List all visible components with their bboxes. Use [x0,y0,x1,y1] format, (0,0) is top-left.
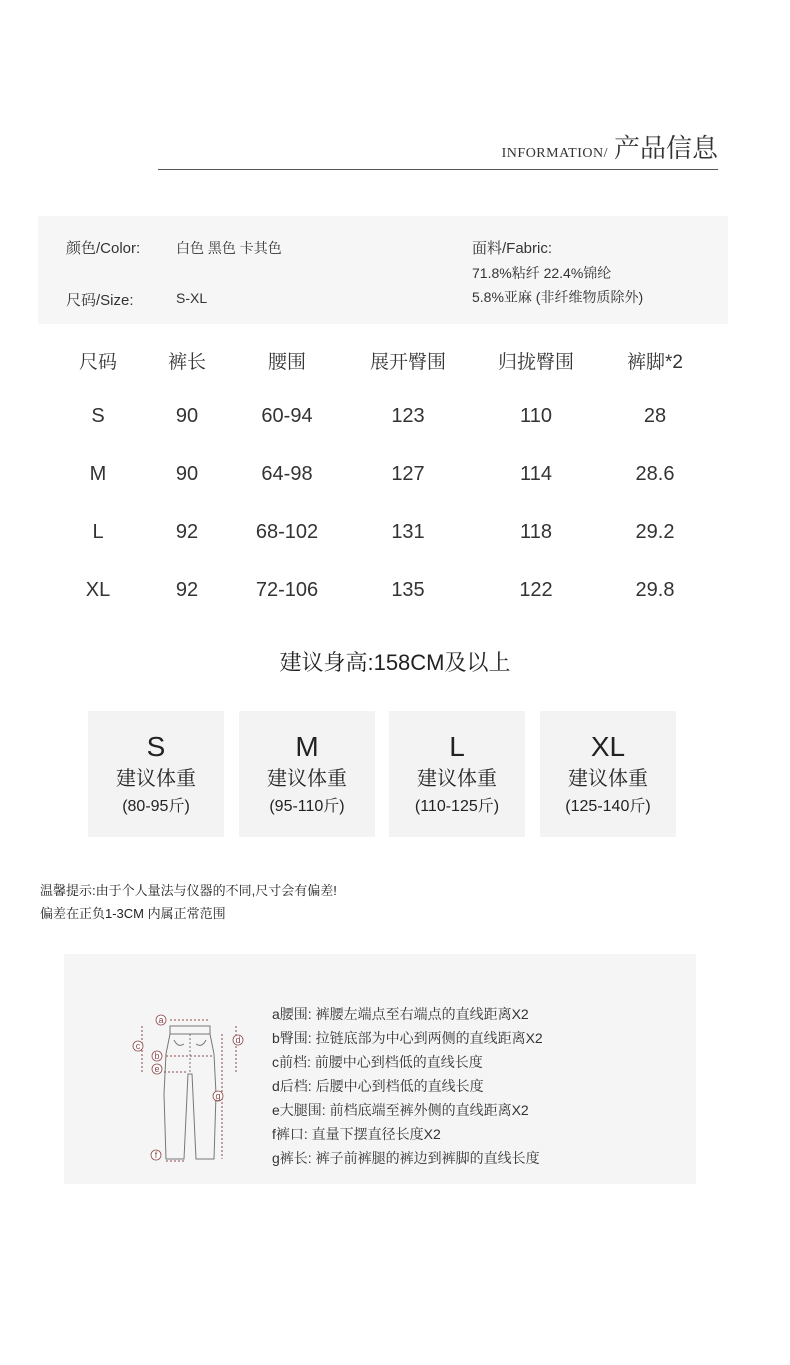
weight-card-label: 建议体重 [417,768,497,790]
col-header-hem: 裤脚*2 [627,352,683,373]
table-cell: 92 [175,579,199,601]
measure-a: a腰围: 裤腰左端点至右端点的直线距离X2 [272,1006,529,1022]
table-cell: 123 [391,405,425,427]
measure-c: c前档: 前腰中心到档低的直线长度 [272,1054,483,1070]
tip-line-1: 温馨提示:由于个人量法与仪器的不同,尺寸会有偏差! [40,883,337,898]
col-header-waist: 腰围 [267,352,307,373]
table-cell: 29.2 [635,521,675,543]
table-cell: 28 [643,405,667,427]
measure-d: d后档: 后腰中心到档低的直线长度 [272,1078,484,1094]
color-value: 白色 黑色 卡其色 [176,240,282,256]
table-cell: 72-106 [255,579,319,601]
weight-card-range: (125-140斤) [565,798,651,815]
weight-card-range: (80-95斤) [122,798,190,815]
weight-card-size: M [295,731,319,762]
weight-card-label: 建议体重 [568,768,648,790]
marker-e: e [154,1064,160,1074]
table-cell: 90 [175,463,199,485]
pants-diagram [126,1014,266,1164]
fabric-line-2: 5.8%亚麻 (非纤维物质除外) [472,289,644,305]
size-label: 尺码/Size: [66,292,134,309]
marker-c: c [135,1041,141,1051]
header-chinese: 产品信息 [613,133,718,163]
col-header-length: 裤长 [167,352,207,373]
table-cell: 64-98 [261,463,313,485]
table-cell: M [89,463,107,485]
weight-card-size: XL [590,731,626,762]
weight-card-label: 建议体重 [116,768,196,790]
table-cell: L [92,521,104,543]
table-cell: 90 [175,405,199,427]
measure-b: b臀围: 拉链底部为中心到两侧的直线距离X2 [272,1030,543,1046]
weight-card-l [389,711,525,837]
table-cell: 114 [520,463,552,485]
height-recommendation: 建议身高:158CM及以上 [279,650,511,675]
marker-d: d [235,1035,241,1045]
table-cell: 92 [175,521,199,543]
table-cell: 60-94 [261,405,313,427]
weight-card-label: 建议体重 [267,768,347,790]
col-header-hip-closed: 归拢臀围 [497,352,575,373]
measure-e: e大腿围: 前档底端至裤外侧的直线距离X2 [272,1102,529,1118]
table-cell: S [91,405,105,427]
marker-f: f [154,1150,158,1160]
measure-g: g裤长: 裤子前裤腿的裤边到裤脚的直线长度 [272,1150,540,1166]
measure-f: f裤口: 直量下摆直径长度X2 [272,1126,441,1142]
marker-a: a [158,1015,164,1025]
table-cell: 29.8 [635,579,675,601]
measurement-guide-panel [64,954,696,1184]
table-cell: 135 [391,579,425,601]
table-cell: 118 [520,521,552,543]
weight-card-range: (95-110斤) [269,798,345,815]
header-divider [158,169,718,170]
marker-b: b [154,1051,160,1061]
weight-card-size: S [146,731,166,762]
section-header [502,128,718,165]
weight-card-size: L [449,731,465,762]
table-cell: 28.6 [635,463,675,485]
color-label: 颜色/Color: [66,240,141,257]
weight-card-range: (110-125斤) [414,798,500,815]
marker-g: g [215,1091,221,1101]
weight-card-m [239,711,375,837]
size-value: S-XL [176,290,208,306]
table-cell: 110 [520,405,552,427]
col-header-hip-open: 展开臀围 [369,352,447,373]
fabric-line-1: 71.8%粘纤 22.4%锦纶 [472,265,612,281]
table-cell: 127 [391,463,425,485]
table-cell: XL [85,579,111,601]
table-cell: 68-102 [255,521,319,543]
col-header-size: 尺码 [78,352,118,373]
weight-card-xl [540,711,676,837]
table-cell: 131 [391,521,425,543]
product-info-panel [38,216,728,324]
table-cell: 122 [519,579,553,601]
header-english: INFORMATION/ [501,146,608,161]
fabric-label: 面料/Fabric: [472,240,553,257]
tip-line-2: 偏差在正负1-3CM 内属正常范围 [40,906,226,921]
weight-card-s [88,711,224,837]
